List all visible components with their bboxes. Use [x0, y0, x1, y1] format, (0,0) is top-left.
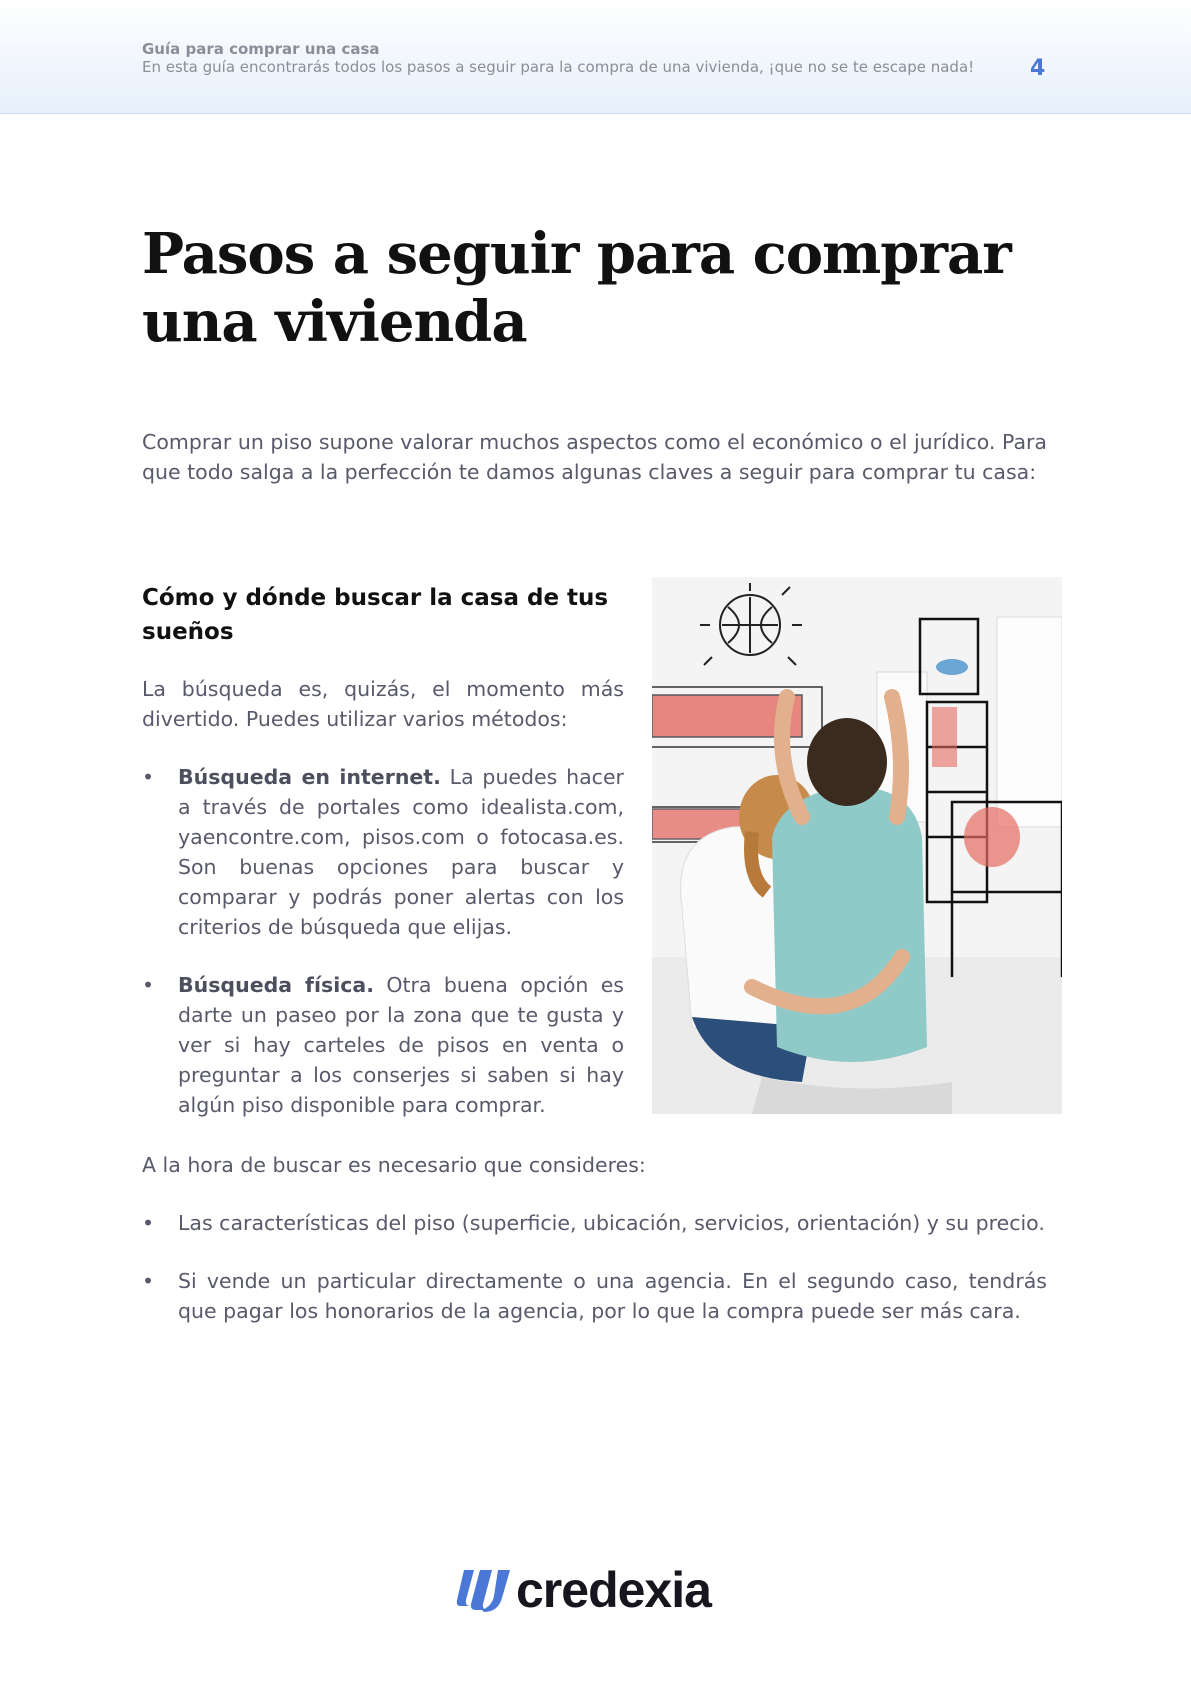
logo-wordmark: credexia	[516, 1562, 711, 1618]
credexia-logo-icon	[456, 1566, 514, 1614]
couple-illustration-photo	[652, 577, 1062, 1114]
considerations-intro: A la hora de buscar es necesario que consideres:	[142, 1153, 646, 1177]
header-subtitle: En esta guía encontrarás todos los pasos a seguir para la compra de una vivienda, ¡que no se te escape nada!	[142, 58, 975, 76]
list-item: • Las características del piso (superficie, ubicación, servicios, orientación) y su precio.	[142, 1208, 1047, 1238]
search-methods-column	[142, 674, 624, 1148]
considerations-list	[142, 1208, 1047, 1326]
considerations-block	[142, 1150, 1047, 1354]
list-item: • Si vende un particular directamente o una agencia. En el segundo caso, tendrás que pagar los honorarios de la agencia, por lo que la compra puede ser más cara.	[142, 1266, 1047, 1326]
intro-paragraph: Comprar un piso supone valorar muchos aspectos como el económico o el jurídico. Para que todo salga a la perfección te damos algunas claves a seguir para comprar tu casa:	[142, 430, 1047, 484]
section-paragraph: La búsqueda es, quizás, el momento más divertido. Puedes utilizar varios métodos:	[142, 677, 624, 731]
methods-list	[142, 762, 624, 1120]
header-title: Guía para comprar una casa	[142, 40, 380, 58]
page-title: Pasos a seguir para comprar una vivienda	[142, 221, 1011, 355]
list-item	[142, 762, 624, 942]
credexia-logo	[456, 1560, 746, 1620]
page-number: 4	[1030, 56, 1046, 81]
page-header	[0, 0, 1191, 114]
method-text: La puedes hacer a través de portales como idealista.com, yaencontre.com, pisos.com o fotocasa.es. Son buenas opciones para buscar y comparar y podrás poner alertas con los criterios de búsqueda que elijas.	[178, 765, 624, 939]
method-label: Búsqueda física.	[178, 973, 374, 997]
method-text: Otra buena opción es darte un paseo por la zona que te gusta y ver si hay carteles de pisos en venta o preguntar a los conserjes si saben si hay algún piso disponible para comprar.	[178, 973, 624, 1117]
method-label: Búsqueda en internet.	[178, 765, 441, 789]
list-item	[142, 970, 624, 1120]
section-title: Cómo y dónde buscar la casa de tus sueños	[142, 585, 609, 645]
